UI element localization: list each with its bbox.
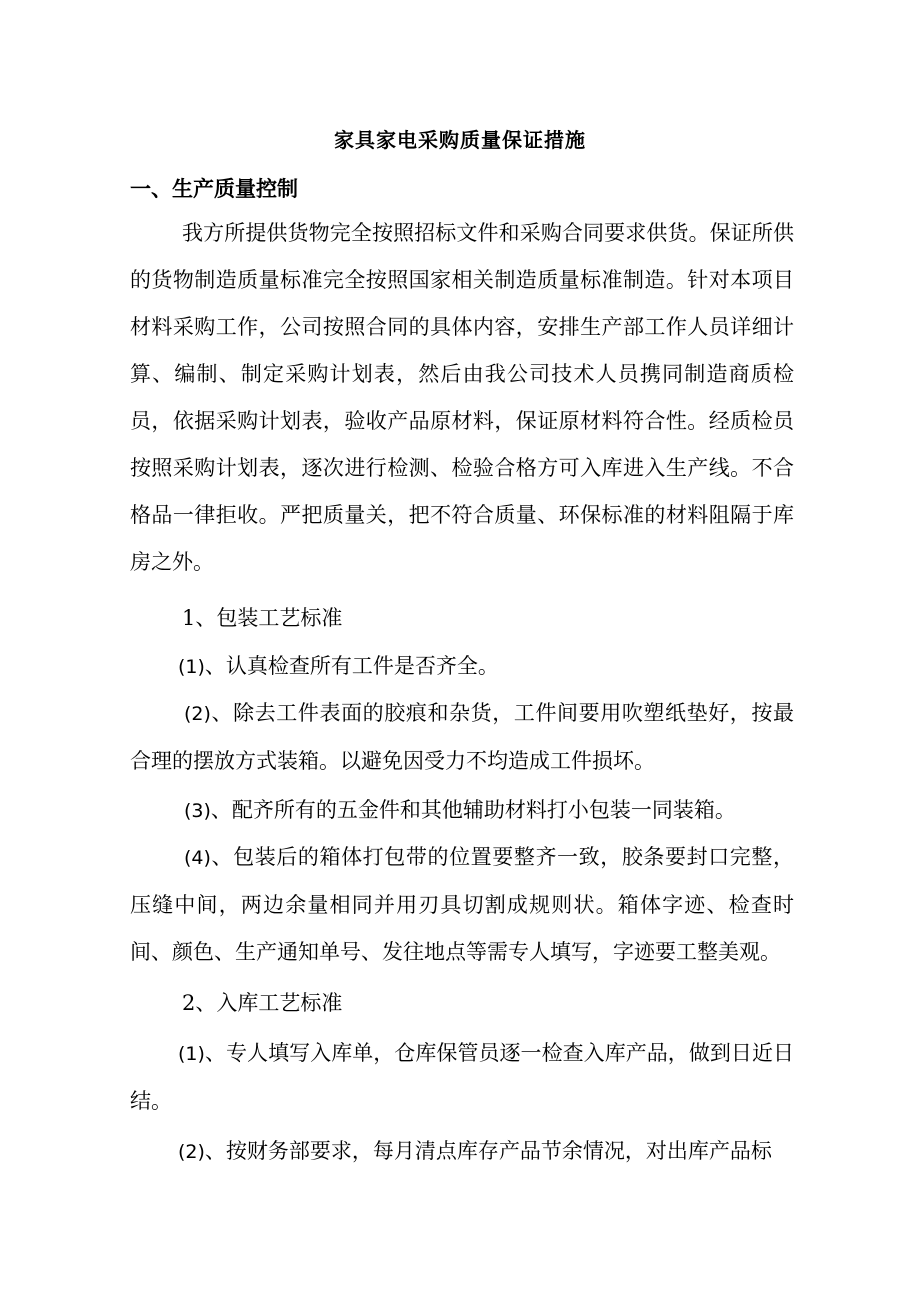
packaging-item-3-text: 、配齐所有的五金件和其他辅助材料打小包装一同装箱。 (210, 798, 736, 822)
packaging-item-4-number: (4) (184, 847, 211, 869)
packaging-item-2 (130, 690, 794, 785)
warehousing-item-2 (130, 1128, 794, 1176)
warehousing-item-1 (130, 1030, 794, 1125)
packaging-item-3 (130, 787, 794, 835)
section-heading-production-quality: 一、生产质量控制 (130, 176, 298, 201)
warehousing-item-2-number: (2) (178, 1141, 205, 1163)
packaging-item-2-number: (2) (184, 703, 211, 725)
packaging-item-2-text: 、除去工件表面的胶痕和杂货，工件间要用吹塑纸垫好，按最合理的摆放方式装箱。以避免因受力不均造成工件损坏。 (130, 701, 794, 773)
subsection-heading-packaging: 1、包装工艺标准 (182, 606, 343, 630)
packaging-item-4-text: 、包装后的箱体打包带的位置要整齐一致，胶条要封口完整，压缝中间，两边余量相同并用刃具切割成规则状。箱体字迹、检查时间、颜色、生产通知单号、发往地点等需专人填写，字迹要工整美观。 (130, 845, 794, 964)
packaging-item-4 (130, 834, 794, 976)
section-intro-paragraph: 我方所提供货物完全按照招标文件和采购合同要求供货。保证所供的货物制造质量标准完全按照国家相关制造质量标准制造。针对本项目材料采购工作，公司按照合同的具体内容，安排生产部工作人员详细计算、编制、制定采购计划表，然后由我公司技术人员携同制造商质检员，依据采购计划表，验收产品原材料，保证原材料符合性。经质检员按照采购计划表，逐次进行检测、检验合格方可入库进入生产线。不合格品一律拒收。严把质量关，把不符合质量、环保标准的材料阻隔于库房之外。 (130, 221, 794, 574)
packaging-item-1-text: 、认真检查所有工件是否齐全。 (204, 654, 499, 678)
packaging-item-1 (130, 643, 794, 691)
warehousing-item-1-number: (1) (178, 1043, 205, 1065)
subsection-heading-warehousing: 2、入库工艺标准 (182, 991, 343, 1015)
warehousing-item-2-text: 、按财务部要求，每月清点库存产品节余情况，对出库产品标 (204, 1139, 772, 1163)
packaging-item-3-number: (3) (184, 800, 211, 822)
document-title: 家具家电采购质量保证措施 (334, 128, 586, 152)
packaging-item-1-number: (1) (178, 656, 205, 678)
warehousing-item-1-text: 、专人填写入库单，仓库保管员逐一检查入库产品，做到日近日结。 (130, 1041, 794, 1113)
